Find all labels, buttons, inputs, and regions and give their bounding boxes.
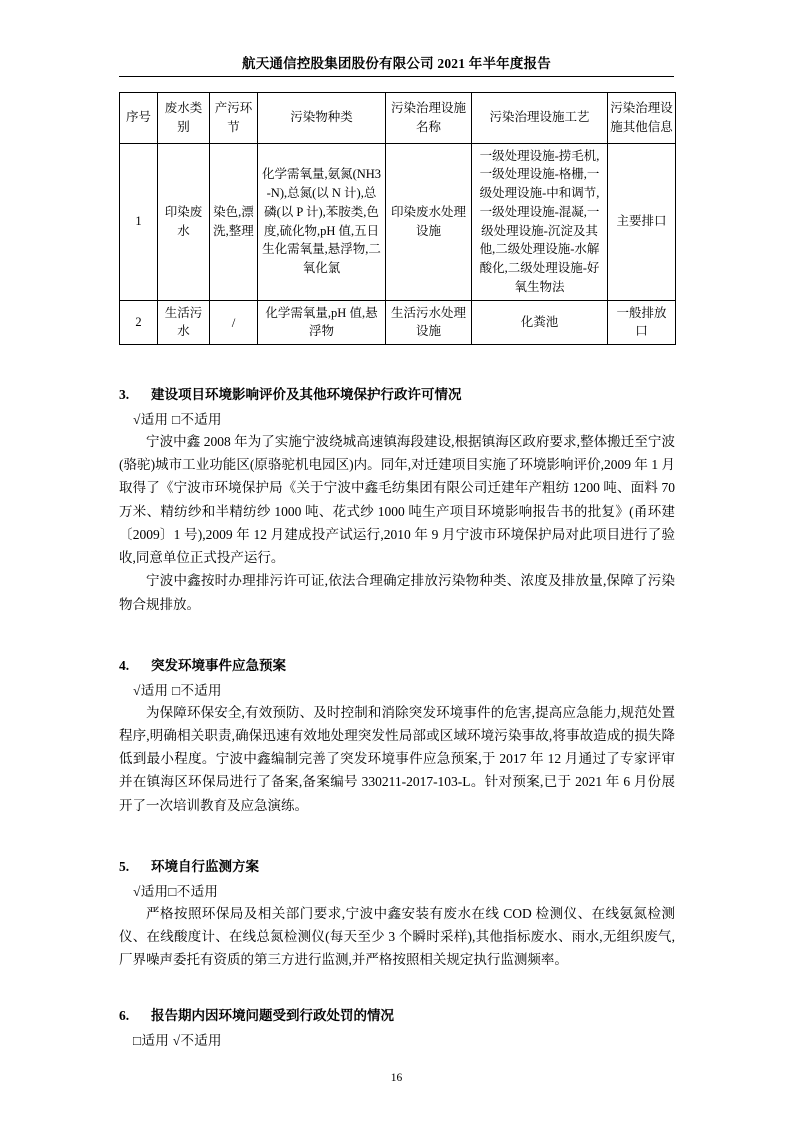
section-4-number: 4. bbox=[119, 657, 130, 673]
section-4-title bbox=[119, 654, 675, 674]
section-5-number: 5. bbox=[119, 858, 130, 874]
table-cell-facility: 生活污水处理设施 bbox=[386, 300, 472, 345]
section-3-paragraph-1: 宁波中鑫 2008 年为了实施宁波绕城高速镇海段建设,根据镇海区政府要求,整体搬迁至宁波(骆驼)城市工业功能区(原骆驼机电园区)内。同年,对迁建项目实施了环境影响评价,2009 年 1 月取得了《宁波市环境保护局《关于宁波中鑫毛纺集团有限公司迁建年产粗纺 1200 吨、面料 70 万米、精纺纱和半精纺纱 1000 吨、花式纱 1000 吨生产项目环境影响报告书的批复》(甬环建〔2009〕1 号),2009 年 12 月建成投产试运行,2010 年 9 月宁波市环境保护局对此项目进行了验收,同意单位正式投产运行。 bbox=[119, 434, 675, 566]
table-cell-pollutants: 化学需氧量,氨氮(NH3-N),总氮(以 N 计),总磷(以 P 计),苯胺类,色度,硫化物,pH 值,五日生化需氧量,悬浮物,二氧化氯 bbox=[258, 143, 386, 300]
section-4-checkbox[interactable]: √适用 □不适用 bbox=[133, 682, 222, 698]
table-cell-category: 印染废水 bbox=[158, 143, 210, 300]
pollution-table bbox=[119, 92, 676, 345]
section-6-checkbox[interactable]: □适用 √不适用 bbox=[133, 1032, 222, 1048]
table-cell-stage: / bbox=[210, 300, 258, 345]
table-cell-process: 一级处理设施-捞毛机,一级处理设施-格栅,一级处理设施-中和调节,一级处理设施-混凝,一级处理设施-沉淀及其他,二级处理设施-水解酸化,二级处理设施-好氧生物法 bbox=[472, 143, 608, 300]
section-3-paragraph-2: 宁波中鑫按时办理排污许可证,依法合理确定排放污染物种类、浓度及排放量,保障了污染物合规排放。 bbox=[119, 573, 675, 612]
section-4-heading: 突发环境事件应急预案 bbox=[151, 657, 286, 673]
table-header-cell: 污染治理设施工艺 bbox=[472, 93, 608, 144]
header-divider bbox=[119, 76, 674, 77]
table-cell-other: 一般排放口 bbox=[608, 300, 676, 345]
section-5-checkbox[interactable]: √适用□不适用 bbox=[133, 883, 219, 899]
section-6 bbox=[119, 1004, 675, 1049]
section-4-paragraph-1: 为保障环保安全,有效预防、及时控制和消除突发环境事件的危害,提高应急能力,规范处置程序,明确相关职责,确保迅速有效地处理突发性局部或区域环境污染事故,将事故造成的损失降低到最小程度。宁波中鑫编制完善了突发环境事件应急预案,于 2017 年 12 月通过了专家评审并在镇海区环保局进行了备案,备案编号 330211-2017-103-L。针对预案,已于 2021 年 6 月份展开了一次培训教育及应急演练。 bbox=[119, 704, 675, 813]
section-5-heading: 环境自行监测方案 bbox=[151, 858, 259, 874]
section-4 bbox=[119, 654, 675, 817]
table-cell-pollutants: 化学需氧量,pH 值,悬浮物 bbox=[258, 300, 386, 345]
section-5-title bbox=[119, 855, 675, 875]
table-header-row bbox=[120, 93, 676, 144]
page-header: 航天通信控股集团股份有限公司 2021 年半年度报告 bbox=[242, 56, 551, 71]
section-3-checkbox[interactable]: √适用 □不适用 bbox=[133, 412, 222, 427]
page-number: 16 bbox=[390, 1072, 403, 1084]
table-header-cell: 污染治理设施名称 bbox=[386, 93, 472, 144]
page-content bbox=[119, 92, 675, 1051]
table-header-cell: 序号 bbox=[120, 93, 158, 144]
table-cell-process: 化粪池 bbox=[472, 300, 608, 345]
table-cell-other: 主要排口 bbox=[608, 143, 676, 300]
table-row bbox=[120, 143, 676, 300]
section-6-number: 6. bbox=[119, 1007, 130, 1023]
section-3-number: 3. bbox=[119, 387, 130, 402]
table-cell-stage: 染色,漂洗,整理 bbox=[210, 143, 258, 300]
section-5-paragraph-1: 严格按照环保局及相关部门要求,宁波中鑫安装有废水在线 COD 检测仪、在线氨氮检测仪、在线酸度计、在线总氮检测仪(每天至少 3 个瞬时采样),其他指标废水、雨水,无组织废气,厂界噪声委托有资质的第三方进行监测,并严格按照相关规定执行监测频率。 bbox=[119, 905, 675, 968]
table-header-cell: 产污环节 bbox=[210, 93, 258, 144]
section-6-heading: 报告期内因环境问题受到行政处罚的情况 bbox=[151, 1007, 394, 1023]
section-3-heading: 建设项目环境影响评价及其他环境保护行政许可情况 bbox=[151, 387, 462, 402]
table-header-cell: 污染物种类 bbox=[258, 93, 386, 144]
table-row bbox=[120, 300, 676, 345]
section-3-title bbox=[119, 383, 675, 403]
section-6-title bbox=[119, 1004, 675, 1024]
table-header-cell: 污染治理设施其他信息 bbox=[608, 93, 676, 144]
section-5 bbox=[119, 855, 675, 972]
table-cell-no: 2 bbox=[120, 300, 158, 345]
table-cell-category: 生活污水 bbox=[158, 300, 210, 345]
table-cell-no: 1 bbox=[120, 143, 158, 300]
table-header-cell: 废水类别 bbox=[158, 93, 210, 144]
section-3 bbox=[119, 383, 675, 616]
table-cell-facility: 印染废水处理设施 bbox=[386, 143, 472, 300]
